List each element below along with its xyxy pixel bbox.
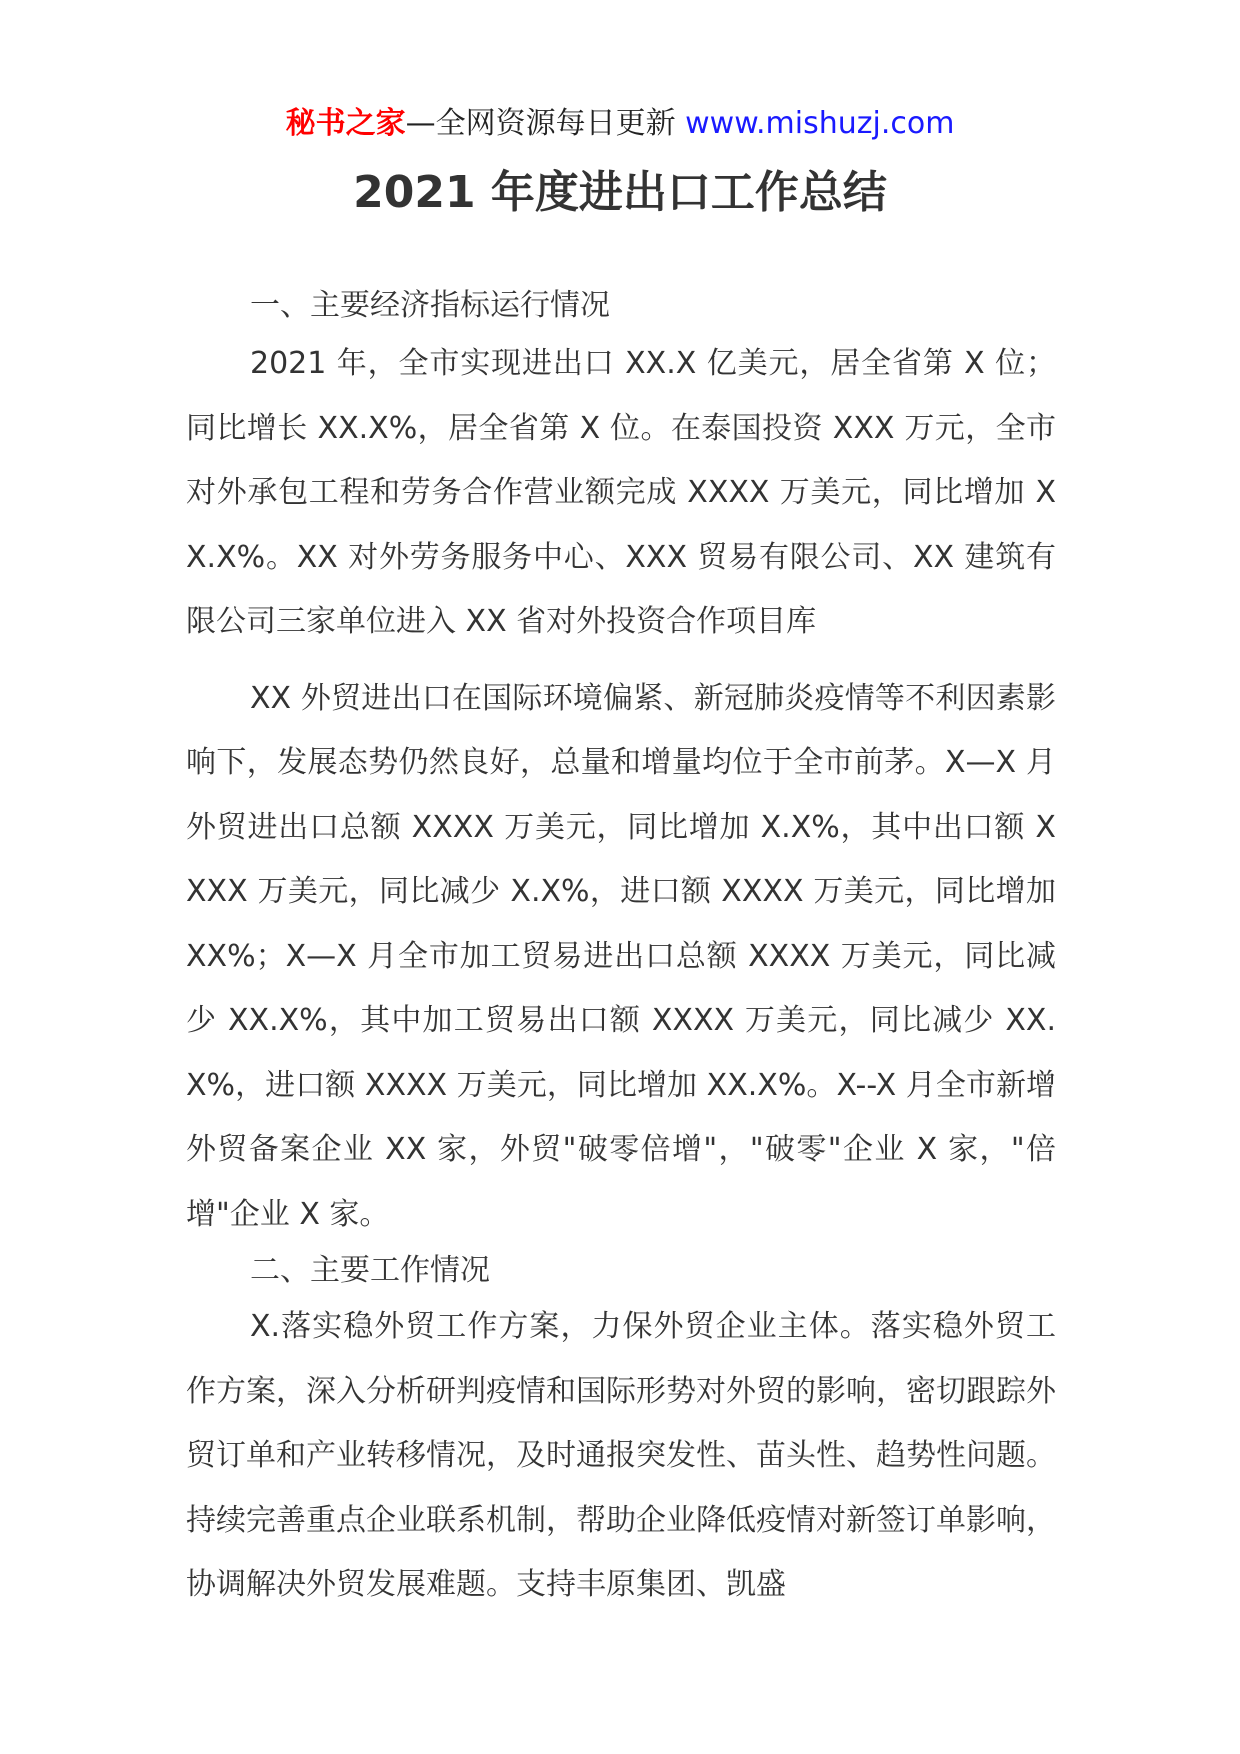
brand-name: 秘书之家 xyxy=(285,106,406,141)
section-heading-1: 一、主要经济指标运行情况 xyxy=(250,288,610,323)
paragraph-3: X.落实稳外贸工作方案，力保外贸企业主体。落实稳外贸工作方案，深入分析研判疫情和国际形势对外贸的影响，密切跟踪外贸订单和产业转移情况，及时通报突发性、苗头性、趋势性问题。持续完善重点企业联系机制，帮助企业降低疫情对新签订单影响，协调解决外贸发展难题。支持丰原集团、凯盛 xyxy=(186,1309,1056,1602)
document-body xyxy=(186,282,1056,1618)
section-heading-2: 二、主要工作情况 xyxy=(250,1253,490,1288)
document-title: 2021 年度进出口工作总结 xyxy=(353,167,887,218)
site-url[interactable]: www.mishuzj.com xyxy=(685,106,955,141)
site-header xyxy=(0,104,1240,144)
paragraph-2: XX 外贸进出口在国际环境偏紧、新冠肺炎疫情等不利因素影响下，发展态势仍然良好，总量和增量均位于全市前茅。X—X 月外贸进出口总额 XXXX 万美元，同比增加 X.X%，其中出口额 XXXX 万美元，同比减少 X.X%，进口额 XXXX 万美元，同比增加 XX%；X—X 月全市加工贸易进出口总额 XXXX 万美元，同比减少 XX.X%，其中加工贸易出口额 XXXX 万美元，同比减少 XX.X%，进口额 XXXX 万美元，同比增加 XX.X%。X--X 月全市新增外贸备案企业 XX 家，外贸"破零倍增"，"破零"企业 X 家，"倍增"企业 X 家。 xyxy=(186,680,1056,1232)
header-tagline: —全网资源每日更新 xyxy=(405,106,686,141)
paragraph-1: 2021 年，全市实现进出口 XX.X 亿美元，居全省第 X 位；同比增长 XX.X%，居全省第 X 位。在泰国投资 XXX 万元，全市对外承包工程和劳务合作营业额完成 XXXX 万美元，同比增加 XX.X%。XX 对外劳务服务中心、XXX 贸易有限公司、XX 建筑有限公司三家单位进入 XX 省对外投资合作项目库 xyxy=(186,346,1056,639)
